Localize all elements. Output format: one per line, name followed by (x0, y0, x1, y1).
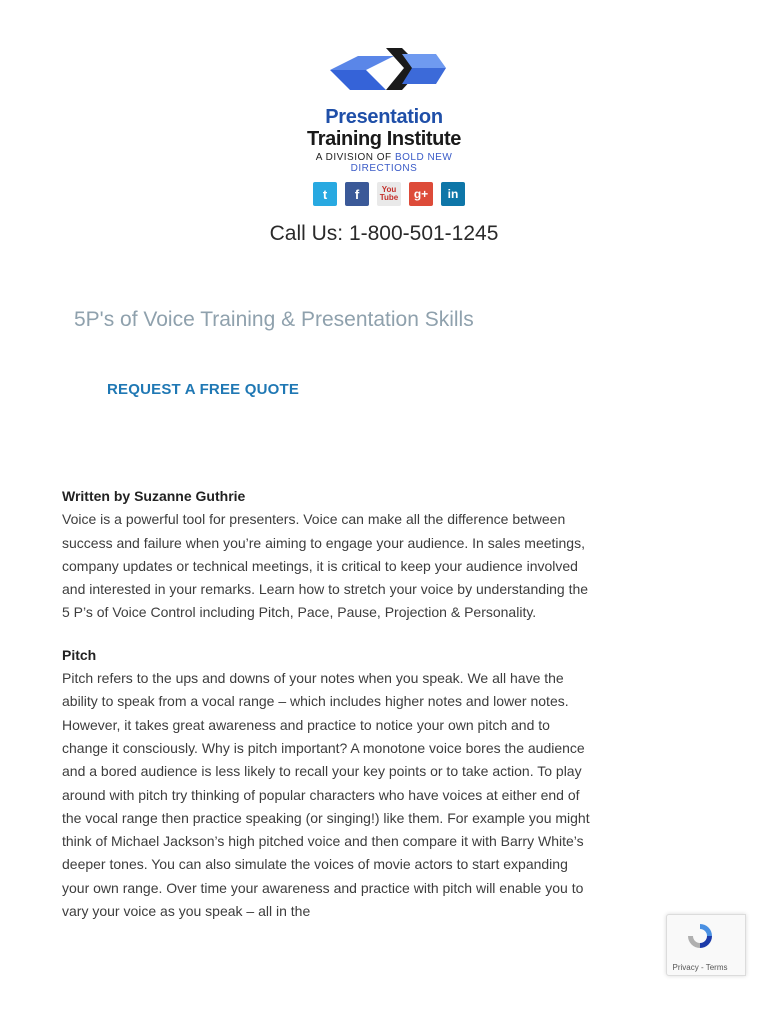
recaptcha-icon (685, 921, 715, 951)
pitch-body-text: Pitch refers to the ups and downs of your notes when you speak. We all have the ability to speak from a vocal range – which includes higher notes and lower notes. However, it takes great awareness and practice to notice your own pitch and to change it consciously. Why is pitch important? A monotone voice bores the audience and a bored audience is less likely to recall your key points or to take action. To play around with pitch try thinking of popular characters who have voices at either end of the vocal range then practice speaking (or singing!) like them. For example you might think of Michael Jackson’s high pitched voice and then compare it with Barry White’s deeper tones. You can also simulate the voices of movie actors to start expanding your own range. Over time your awareness and practice with pitch will enable you to vary your voice as you speak – all in the (62, 670, 590, 920)
logo-tagline-accent: BOLD NEW DIRECTIONS (350, 152, 453, 174)
recaptcha-links[interactable]: Privacy - Terms (672, 963, 728, 972)
logo-line-2: Training Institute (307, 128, 461, 150)
article-body (62, 485, 598, 942)
recaptcha-badge[interactable] (666, 914, 746, 976)
linkedin-icon[interactable] (441, 182, 465, 206)
article-author: Written by Suzanne Guthrie (62, 488, 246, 504)
logo-tagline-prefix: A DIVISION OF (315, 152, 395, 163)
twitter-icon[interactable] (313, 182, 337, 206)
article-pitch-paragraph (62, 644, 598, 924)
youtube-glyph-top: You (381, 185, 397, 194)
page-title: 5P's of Voice Training & Presentation Skills (74, 308, 474, 331)
request-quote-link[interactable]: REQUEST A FREE QUOTE (107, 381, 300, 398)
twitter-glyph: t (322, 186, 328, 202)
logo-emblem-icon (286, 40, 482, 106)
article-intro-text: Voice is a powerful tool for presenters. Voice can make all the difference between success and failure when you’re aiming to engage your audience. In sales meetings, company updates or technical meetings, it is critical to keep your audience involved and interested in your remarks. Learn how to stretch your voice by understanding the 5 P’s of Voice Control including Pitch, Pace, Pause, Projection & Personality. (62, 511, 589, 621)
facebook-icon[interactable] (345, 182, 369, 206)
google-plus-glyph: g+ (413, 187, 429, 201)
logo-tagline (286, 152, 482, 174)
logo-line-1: Presentation (325, 106, 443, 128)
linkedin-glyph: in (447, 187, 459, 201)
youtube-glyph-bottom: Tube (379, 193, 399, 202)
article-intro-paragraph (62, 485, 598, 625)
pitch-heading: Pitch (62, 646, 97, 663)
site-logo[interactable] (286, 40, 482, 174)
google-plus-icon[interactable] (409, 182, 433, 206)
social-links (313, 182, 465, 206)
facebook-glyph: f (354, 186, 360, 202)
call-us-phone[interactable]: Call Us: 1-800-501-1245 (269, 222, 499, 245)
youtube-icon[interactable] (377, 182, 401, 206)
